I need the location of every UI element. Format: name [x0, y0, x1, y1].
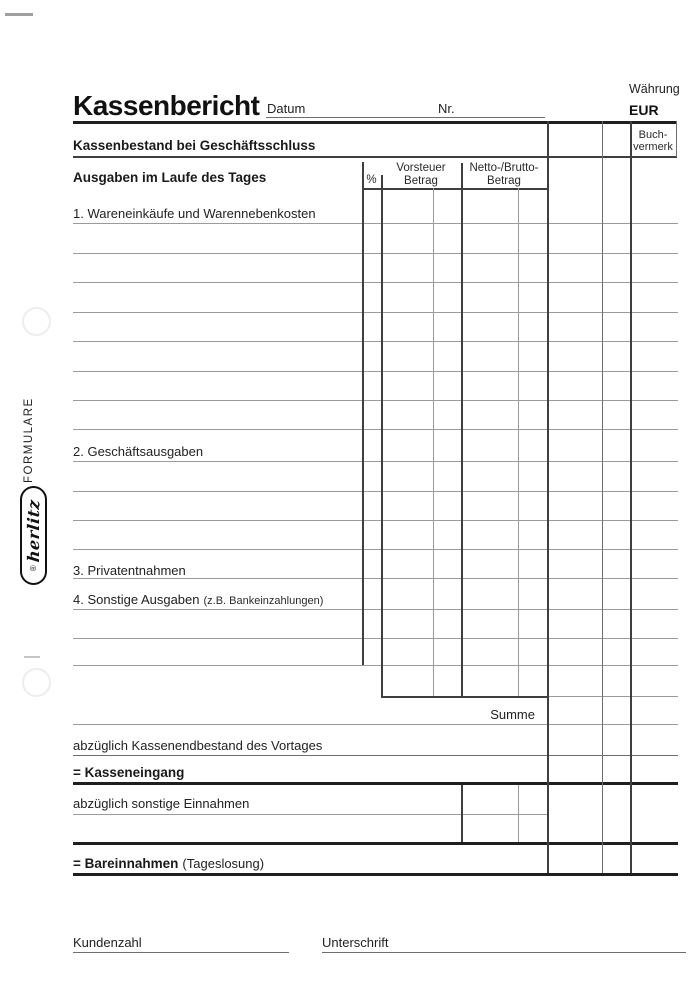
rule-line-horizontal [73, 952, 289, 953]
rule-line-vertical [676, 121, 677, 157]
rule-line-horizontal [73, 755, 678, 756]
rule-line-vertical [461, 163, 463, 696]
rule-line-horizontal [73, 461, 678, 462]
customer-count-label: Kundenzahl [73, 935, 142, 950]
section-4-label-note: (z.B. Bankeinzahlungen) [203, 595, 324, 607]
rule-line-horizontal [73, 609, 678, 610]
rule-line-horizontal [73, 549, 678, 550]
col-header-netto-line2: Betrag [487, 174, 521, 187]
number-label: Nr. [438, 101, 455, 116]
date-label: Datum [267, 101, 306, 116]
rule-line-horizontal [73, 223, 678, 224]
closing-balance-label: Kassenbestand bei Geschäftsschluss [73, 138, 316, 153]
book-note-line2: vermerk [633, 141, 673, 153]
col-header-netto-line1: Netto-/Brutto- [469, 162, 539, 174]
book-note-line1: Buch- [638, 129, 668, 141]
registered-trademark-icon: ® [29, 565, 38, 572]
form-title: Kassenbericht [73, 90, 260, 121]
currency-value: EUR [629, 102, 659, 118]
rule-line-horizontal [73, 814, 547, 815]
col-header-netto-brutto [461, 162, 547, 187]
col-header-percent: % [366, 174, 377, 186]
rule-line-horizontal [73, 842, 678, 845]
signature-label: Unterschrift [322, 935, 389, 950]
col-header-vorsteuer [381, 162, 461, 187]
rule-line-vertical [518, 188, 519, 696]
currency-label: Währung [629, 82, 680, 96]
book-note-header [630, 129, 676, 153]
herlitz-logo [20, 486, 47, 585]
cash-revenue-label-main: = Bareinnahmen [73, 856, 179, 871]
col-header-vorsteuer-line2: Betrag [404, 174, 438, 187]
rule-line-vertical [381, 175, 383, 696]
herlitz-brand-text: herlitz [24, 498, 43, 564]
rule-line-vertical [362, 162, 364, 665]
section-4-label-main: 4. Sonstige Ausgaben [73, 592, 200, 607]
rule-line-horizontal [73, 341, 678, 342]
sidebar-formulare-label: FORMULARE [23, 397, 35, 483]
rule-line-horizontal [381, 696, 547, 698]
rule-line-horizontal [73, 312, 678, 313]
punch-hole [22, 668, 51, 697]
print-mark-dash [24, 656, 40, 658]
rule-line-horizontal [73, 578, 678, 579]
less-prev-day-label: abzüglich Kassenendbestand des Vortages [73, 738, 323, 753]
rule-line-horizontal [73, 156, 677, 158]
expenses-heading: Ausgaben im Laufe des Tages [73, 170, 267, 185]
rule-line-vertical [433, 188, 434, 696]
rule-line-horizontal [73, 782, 678, 785]
rule-line-horizontal [73, 371, 678, 372]
print-mark-dash [5, 13, 33, 16]
rule-line-horizontal [73, 121, 677, 124]
rule-line-horizontal [322, 952, 686, 953]
section-2-label: 2. Geschäftsausgaben [73, 444, 204, 459]
rule-line-horizontal [73, 873, 678, 876]
cash-revenue-label [73, 856, 264, 871]
section-4-label [73, 592, 323, 607]
cash-revenue-label-note: (Tageslosung) [182, 856, 265, 871]
rule-line-horizontal [73, 638, 678, 639]
col-header-vorsteuer-line1: Vorsteuer [396, 162, 446, 174]
rule-line-horizontal [73, 665, 678, 666]
rule-line-horizontal [73, 253, 678, 254]
herlitz-logo-pill [20, 486, 47, 585]
rule-line-horizontal [73, 400, 678, 401]
rule-line-horizontal [73, 429, 678, 430]
less-other-income-label: abzüglich sonstige Einnahmen [73, 796, 250, 811]
rule-line-vertical [602, 121, 603, 873]
rule-line-horizontal [547, 696, 678, 697]
punch-hole [22, 307, 51, 336]
rule-line-horizontal [266, 117, 545, 118]
rule-line-vertical [518, 785, 519, 842]
rule-line-horizontal [362, 188, 547, 190]
rule-line-horizontal [73, 282, 678, 283]
rule-line-horizontal [73, 724, 678, 725]
section-3-label: 3. Privatentnahmen [73, 563, 186, 578]
sum-label: Summe [490, 707, 535, 722]
rule-line-vertical [461, 785, 463, 842]
rule-line-vertical [547, 121, 549, 873]
section-1-label: 1. Wareneinkäufe und Warennebenkosten [73, 206, 316, 221]
rule-line-vertical [630, 121, 632, 873]
rule-line-horizontal [73, 520, 678, 521]
cash-receipt-label: = Kasseneingang [73, 765, 185, 780]
rule-line-horizontal [73, 491, 678, 492]
